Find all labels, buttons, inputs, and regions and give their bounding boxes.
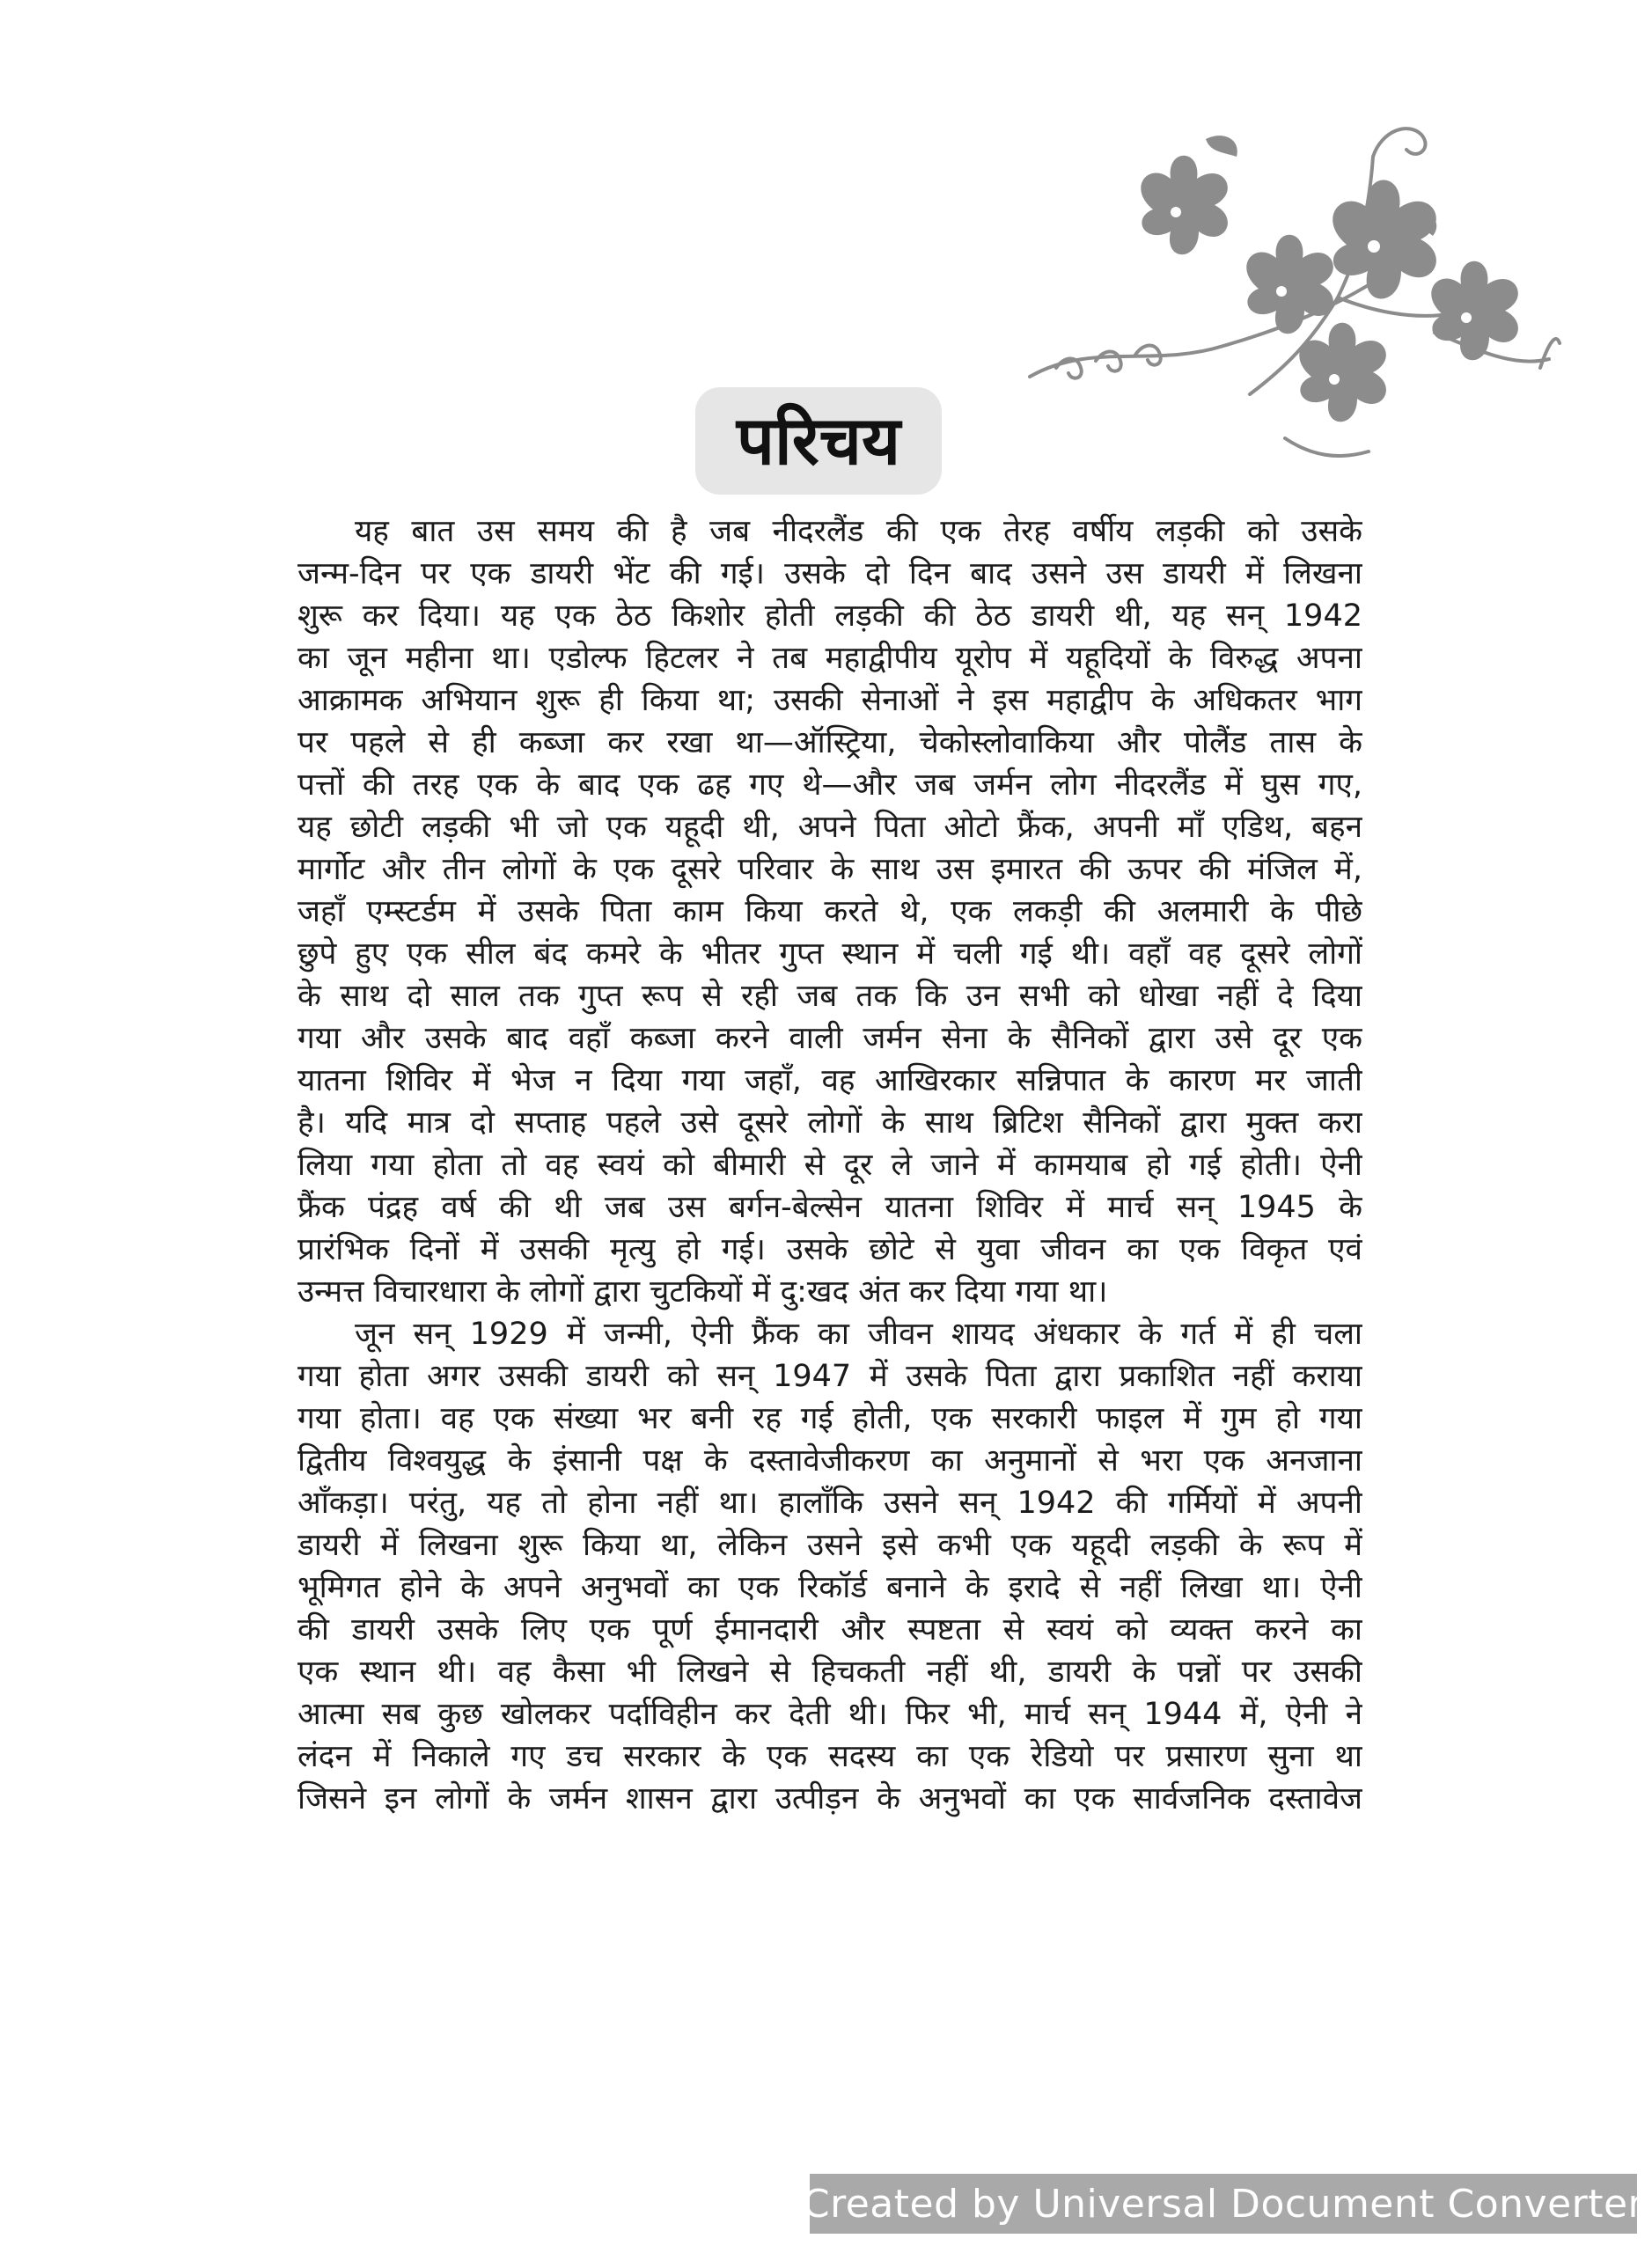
text-line: डायरी में लिखना शुरू किया था, लेकिन उसने इसे कभी एक यहूदी लड़की के रूप में: [297, 1528, 1362, 1563]
text-line: द्वितीय विश्वयुद्ध के इंसानी पक्ष के दस्तावेजीकरण का अनुमानों से भरा एक अनजाना: [297, 1443, 1362, 1479]
text-line: शुरू कर दिया। यह एक ठेठ किशोर होती लड़की की ठेठ डायरी थी, यह सन् 1942: [297, 598, 1362, 634]
title-box: [695, 387, 942, 495]
text-line: लिया गया होता तो वह स्वयं को बीमारी से दूर ले जाने में कामयाब हो गई होती। ऐनी: [297, 1148, 1362, 1183]
text-line: प्रारंभिक दिनों में उसकी मृत्यु हो गई। उसके छोटे से युवा जीवन का एक विकृत एवं: [297, 1232, 1362, 1267]
paragraph-1: [297, 510, 1362, 1313]
text-line: यह छोटी लड़की भी जो एक यहूदी थी, अपने पिता ओटो फ्रैंक, अपनी माँ एडिथ, बहन: [297, 810, 1362, 845]
text-line: का जून महीना था। एडोल्फ हिटलर ने तब महाद्वीपीय यूरोप में यहूदियों के विरुद्ध अपना: [297, 641, 1362, 676]
text-line: आँकड़ा। परंतु, यह तो होना नहीं था। हालाँकि उसने सन् 1942 की गर्मियों में अपनी: [297, 1486, 1362, 1521]
watermark-text: Created by Universal Document Converter: [802, 2181, 1645, 2227]
text-line: आत्मा सब कुछ खोलकर पर्दाविहीन कर देती थी। फिर भी, मार्च सन् 1944 में, ऐनी ने: [297, 1697, 1362, 1732]
text-line: मार्गोट और तीन लोगों के एक दूसरे परिवार के साथ उस इमारत की ऊपर की मंजिल में,: [297, 852, 1362, 887]
body-text: [297, 510, 1362, 1820]
text-line: फ्रैंक पंद्रह वर्ष की थी जब उस बर्गन-बेल्सेन यातना शिविर में मार्च सन् 1945 के: [297, 1190, 1362, 1225]
text-line: गया होता। वह एक संख्या भर बनी रह गई होती, एक सरकारी फाइल में गुम हो गया: [297, 1401, 1362, 1436]
text-line: जिसने इन लोगों के जर्मन शासन द्वारा उत्पीड़न के अनुभवों का एक सार्वजनिक दस्तावेज: [297, 1781, 1362, 1816]
text-line: एक स्थान थी। वह कैसा भी लिखने से हिचकती नहीं थी, डायरी के पन्नों पर उसकी: [297, 1655, 1362, 1690]
text-line: के साथ दो साल तक गुप्त रूप से रही जब तक कि उन सभी को धोखा नहीं दे दिया: [297, 979, 1362, 1014]
text-line: पत्तों की तरह एक के बाद एक ढह गए थे—और जब जर्मन लोग नीदरलैंड में घुस गए,: [297, 767, 1362, 803]
text-line: की डायरी उसके लिए एक पूर्ण ईमानदारी और स्पष्टता से स्वयं को व्यक्त करने का: [297, 1612, 1362, 1648]
text-line: जन्म-दिन पर एक डायरी भेंट की गई। उसके दो दिन बाद उसने उस डायरी में लिखना: [297, 556, 1362, 591]
text-line: गया होता अगर उसकी डायरी को सन् 1947 में उसके पिता द्वारा प्रकाशित नहीं कराया: [297, 1359, 1362, 1394]
text-line: आक्रामक अभियान शुरू ही किया था; उसकी सेनाओं ने इस महाद्वीप के अधिकतर भाग: [297, 683, 1362, 718]
paragraph-2: [297, 1313, 1362, 1820]
watermark-banner: [802, 2174, 1645, 2234]
text-line: भूमिगत होने के अपने अनुभवों का एक रिकॉर्ड बनाने के इरादे से नहीं लिखा था। ऐनी: [297, 1570, 1362, 1605]
text-line: पर पहले से ही कब्जा कर रखा था—ऑस्ट्रिया, चेकोस्लोवाकिया और पोलैंड तास के: [297, 725, 1362, 760]
floral-ornament-icon: [1021, 104, 1567, 482]
text-line: गया और उसके बाद वहाँ कब्जा करने वाली जर्मन सेना के सैनिकों द्वारा उसे दूर एक: [297, 1021, 1362, 1056]
text-line: जहाँ एम्स्टर्डम में उसके पिता काम किया करते थे, एक लकड़ी की अलमारी के पीछे: [297, 894, 1362, 929]
text-line: उन्मत्त विचारधारा के लोगों द्वारा चुटकियों में दु:खद अंत कर दिया गया था।: [297, 1274, 1108, 1310]
text-line: छुपे हुए एक सील बंद कमरे के भीतर गुप्त स्थान में चली गई थी। वहाँ वह दूसरे लोगों: [297, 936, 1362, 972]
text-line: यह बात उस समय की है जब नीदरलैंड की एक तेरह वर्षीय लड़की को उसके: [355, 514, 1362, 549]
text-line: लंदन में निकाले गए डच सरकार के एक सदस्य का एक रेडियो पर प्रसारण सुना था: [297, 1739, 1362, 1774]
text-line: यातना शिविर में भेज न दिया गया जहाँ, वह आखिरकार सन्निपात के कारण मर जाती: [297, 1063, 1362, 1098]
text-line: जून सन् 1929 में जन्मी, ऐनी फ्रैंक का जीवन शायद अंधकार के गर्त में ही चला: [355, 1317, 1362, 1352]
page-title: परिचय: [736, 401, 901, 480]
text-line: है। यदि मात्र दो सप्ताह पहले उसे दूसरे लोगों के साथ ब्रिटिश सैनिकों द्वारा मुक्त करा: [297, 1105, 1362, 1141]
